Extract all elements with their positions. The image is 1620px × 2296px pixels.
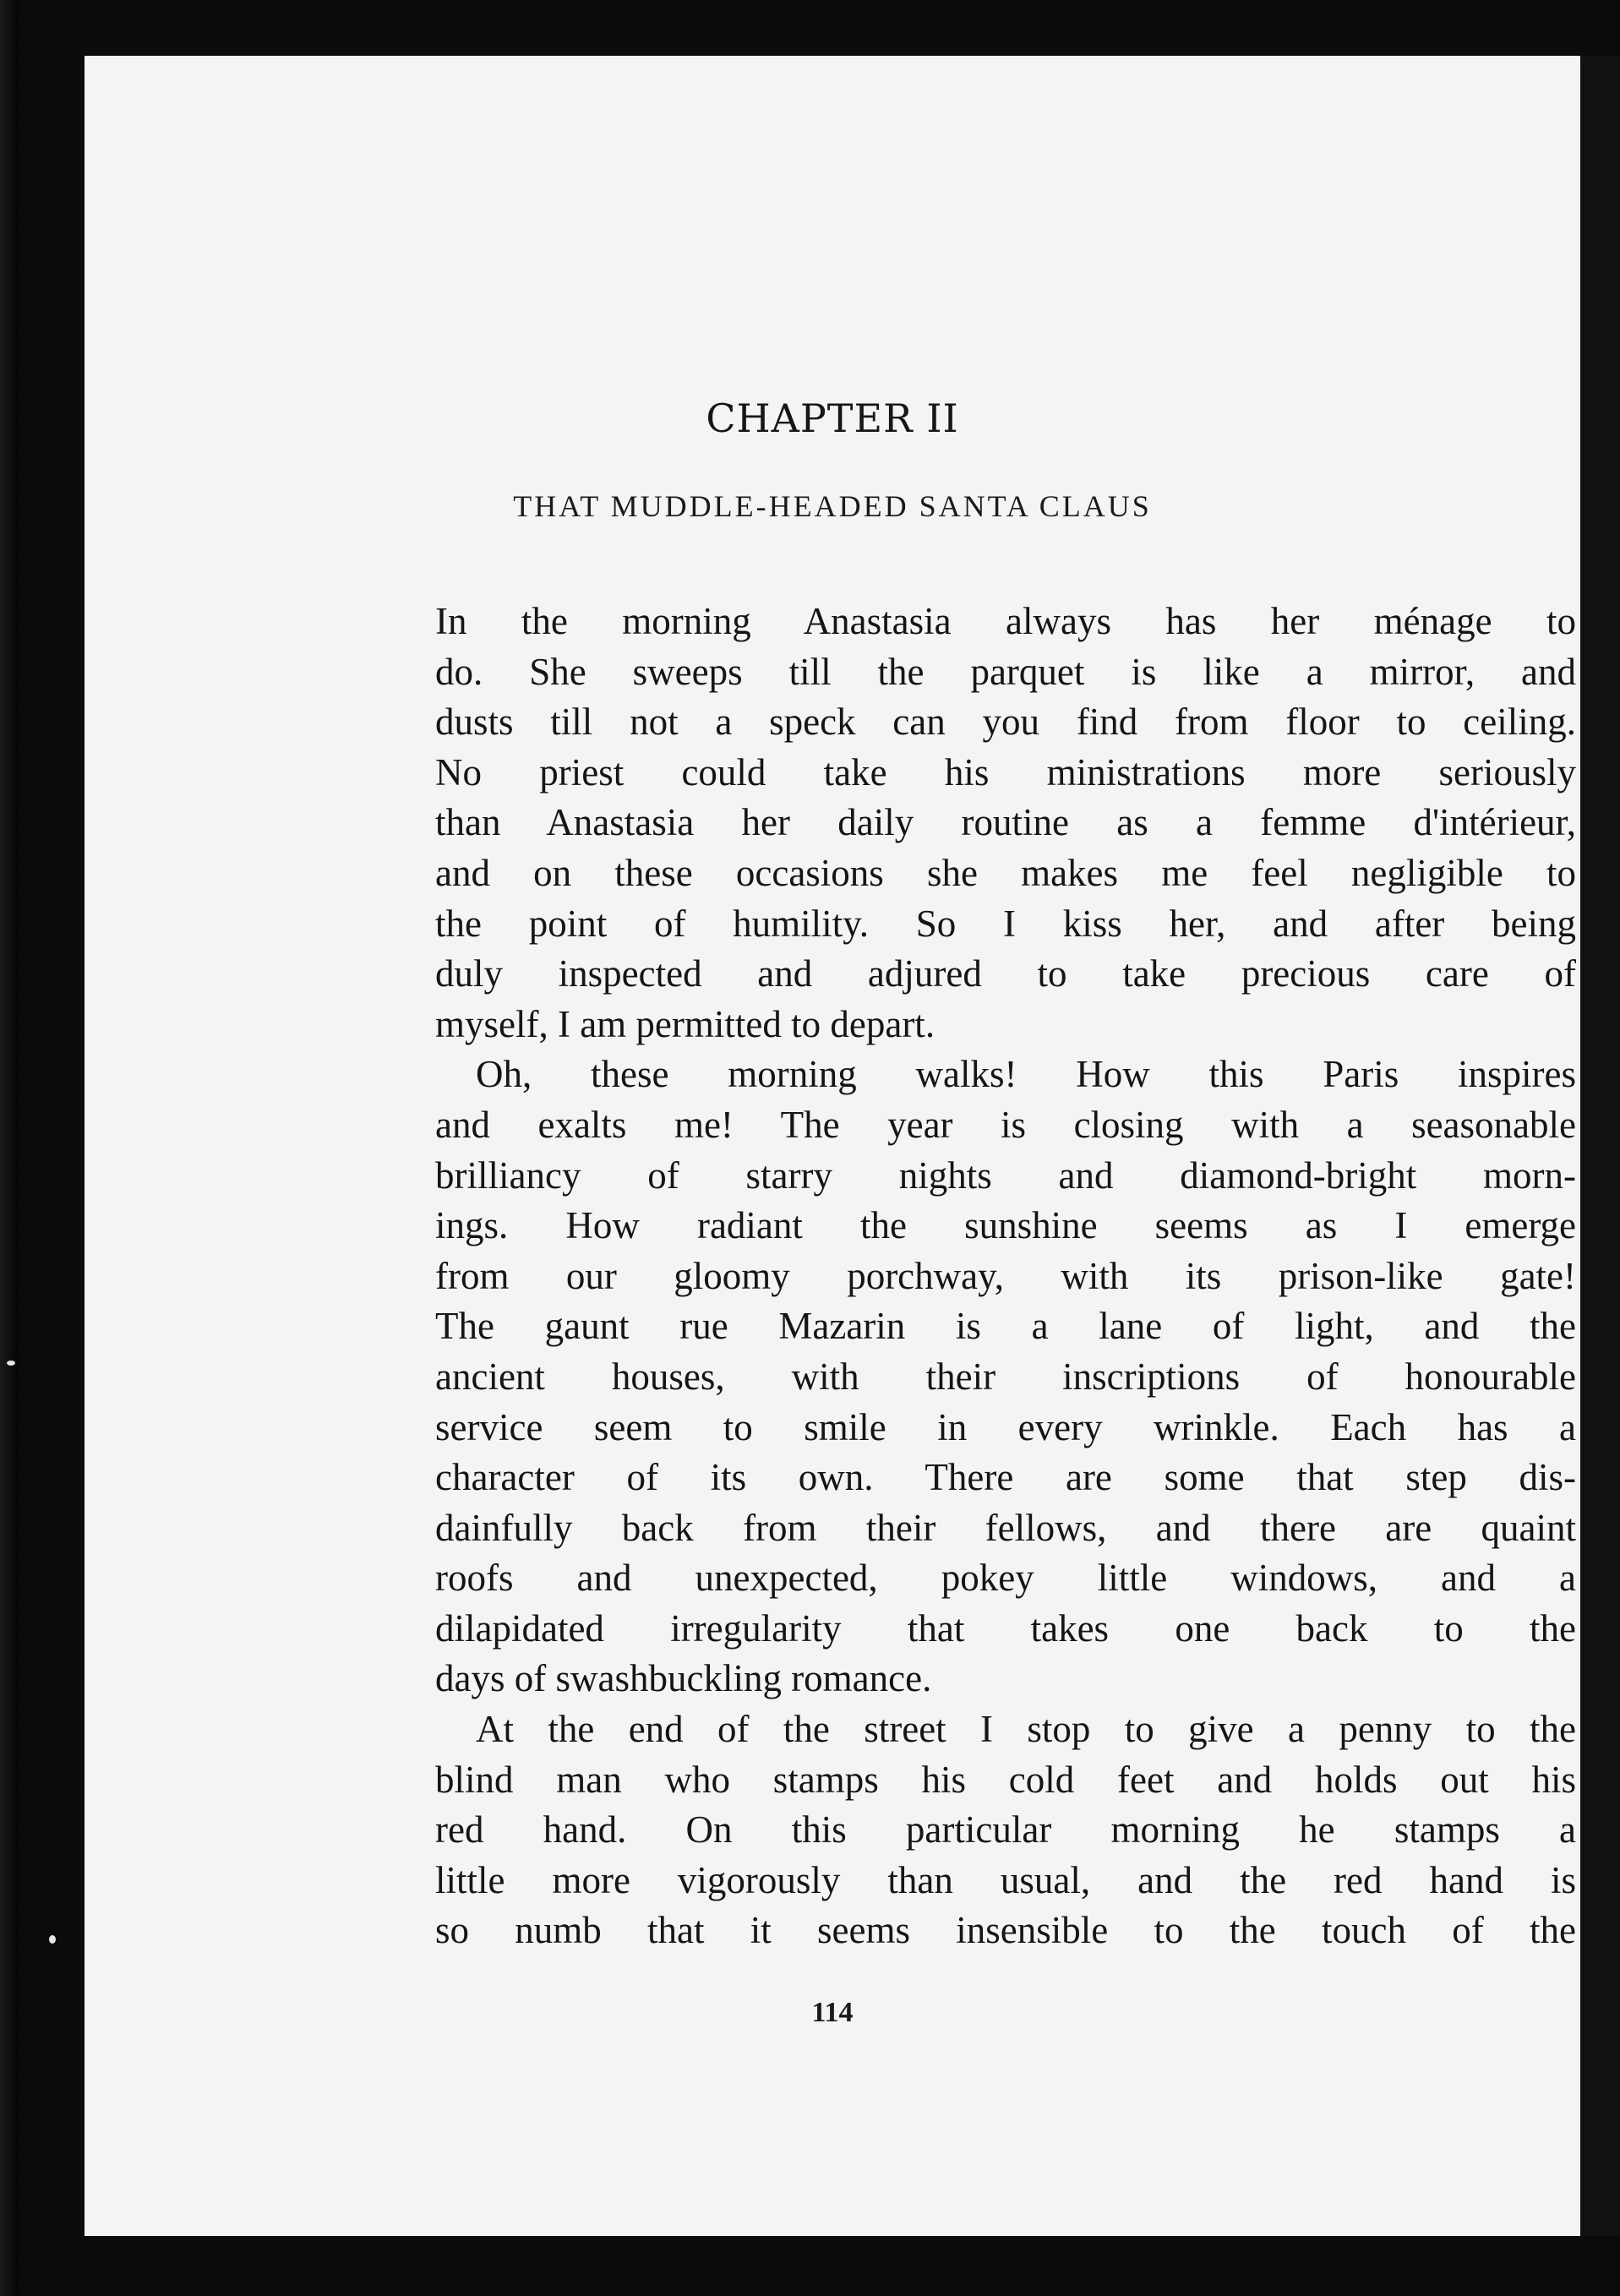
text-line: In the morning Anastasia always has her ménage to (435, 600, 1576, 642)
scan-border-right (1580, 56, 1620, 2236)
chapter-number: CHAPTER II (706, 395, 959, 441)
text-line: Oh, these morning walks! How this Paris inspires (476, 1053, 1576, 1096)
text-line: from our gloomy porchway, with its prison-like gate! (435, 1254, 1576, 1297)
text-line: little more vigorously than usual, and the red hand is (435, 1858, 1576, 1901)
text-line: than Anastasia her daily routine as a femme d'intérieur, (435, 801, 1576, 844)
text-line: roofs and unexpected, pokey little windows, and a (435, 1557, 1576, 1600)
text-line: and exalts me! The year is closing with a seasonable (435, 1103, 1576, 1146)
paragraph-2 (435, 1050, 1576, 1704)
text-line: duly inspected and adjured to take precious care of (435, 952, 1576, 995)
binding-edge (0, 0, 19, 2296)
text-line: dainfully back from their fellows, and there are quaint (435, 1506, 1576, 1549)
text-line: The gaunt rue Mazarin is a lane of light, and the (435, 1305, 1576, 1348)
page-number: 114 (811, 1997, 854, 2028)
text-line: blind man who stamps his cold feet and holds out his (435, 1758, 1576, 1801)
text-line: service seem to smile in every wrinkle. Each has a (435, 1405, 1576, 1448)
text-line: At the end of the street I stop to give a penny to the (476, 1708, 1576, 1751)
chapter-title: THAT MUDDLE-HEADED SANTA CLAUS (513, 489, 1152, 523)
text-line: dilapidated irregularity that takes one back to the (435, 1606, 1576, 1650)
text-line: so numb that it seems insensible to the touch of the (435, 1909, 1576, 1952)
text-line: brilliancy of starry nights and diamond-bright morn- (435, 1153, 1576, 1197)
text-line: red hand. On this particular morning he stamps a (435, 1808, 1576, 1852)
text-line: days of swashbuckling romance. (435, 1657, 932, 1700)
dust-speck (49, 1935, 56, 1944)
text-line: ings. How radiant the sunshine seems as I emerge (435, 1204, 1576, 1247)
text-line: the point of humility. So I kiss her, and after being (435, 902, 1576, 945)
text-line: No priest could take his ministrations more seriously (435, 750, 1576, 794)
body-text (435, 597, 1576, 1956)
text-line: do. She sweeps till the parquet is like a mirror, and (435, 650, 1576, 693)
dust-speck (7, 1361, 15, 1366)
text-line: dusts till not a speck can you find from floor to ceiling. (435, 701, 1576, 744)
text-line: ancient houses, with their inscriptions of honourable (435, 1355, 1576, 1398)
paragraph-3 (435, 1704, 1576, 1956)
text-line: character of its own. There are some that step dis- (435, 1456, 1576, 1499)
book-page (85, 56, 1580, 2236)
text-line: and on these occasions she makes me feel negligible to (435, 851, 1576, 894)
paragraph-1 (435, 597, 1576, 1050)
text-line: myself, I am permitted to depart. (435, 1002, 935, 1045)
